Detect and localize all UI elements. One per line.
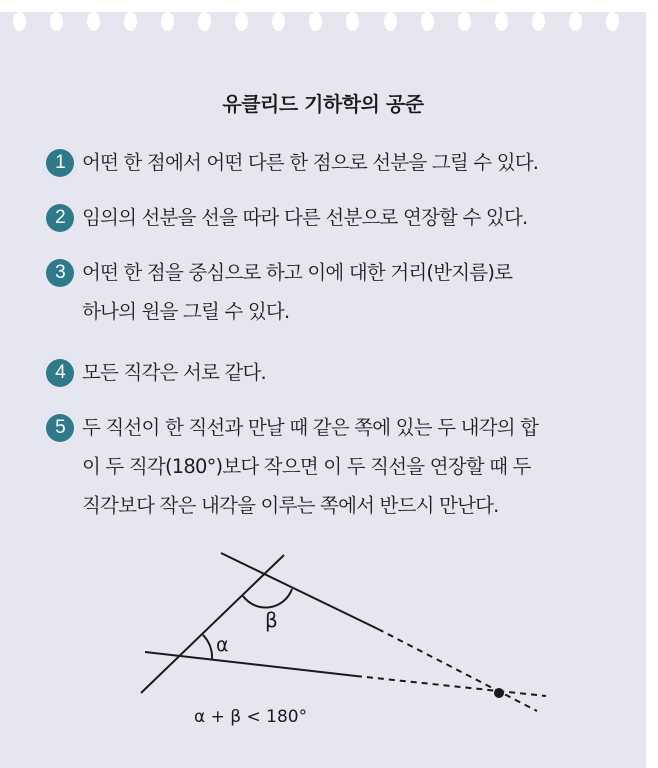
postulate-text: 어떤 한 점에서 어떤 다른 한 점으로 선분을 그릴 수 있다. [82,151,539,174]
angle-sum-formula: α + β < 180° [194,707,308,727]
postulate-text: 이 두 직각(180°)보다 작으면 이 두 직선을 연장할 때 두 [82,455,531,478]
lower-line-extension [356,676,546,696]
number-badge: 3 [46,259,74,287]
postulate-text: 어떤 한 점을 중심으로 하고 이에 대한 거리(반지름)로 [82,261,513,284]
beta-arc [243,589,292,608]
postulate-text: 임의의 선분을 선을 따라 다른 선분으로 연장할 수 있다. [82,206,528,229]
number-badge: 1 [46,149,74,177]
alpha-arc [203,635,212,659]
postulate-text: 하나의 원을 그릴 수 있다. [82,300,290,323]
alpha-label: α [216,634,229,656]
postulate-text: 모든 직각은 서로 같다. [82,361,266,384]
page-title: 유클리드 기하학의 공준 [222,92,424,116]
number-badge: 4 [46,359,74,387]
number-badge: 2 [46,204,74,232]
beta-label: β [265,608,278,632]
postulate-text: 두 직선이 한 직선과 만날 때 같은 쪽에 있는 두 내각의 합 [82,416,539,439]
postulate-text: 직각보다 작은 내각을 이루는 쪽에서 반드시 만난다. [82,494,499,517]
transversal-line [141,555,284,693]
number-badge: 5 [46,414,74,442]
upper-line [221,553,378,629]
intersection-point [494,688,504,698]
upper-line-extension [378,629,537,711]
lower-line [145,652,356,676]
